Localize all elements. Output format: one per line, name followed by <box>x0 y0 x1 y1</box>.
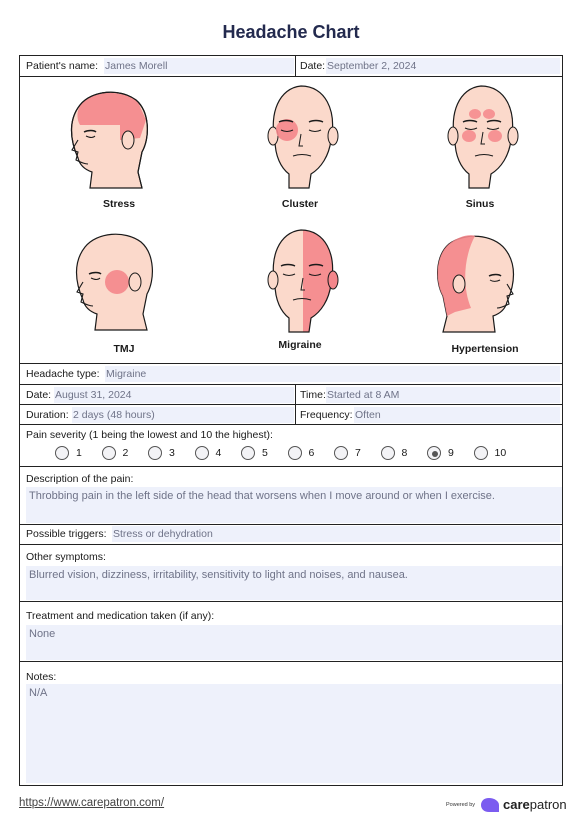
radio-circle[interactable] <box>288 446 302 460</box>
pain-severity-row <box>20 425 562 467</box>
stress-label: Stress <box>102 198 136 210</box>
triggers-field[interactable]: Stress or dehydration <box>112 526 560 542</box>
patient-row <box>20 56 562 77</box>
carepatron-logo-text: carepatron <box>503 797 567 812</box>
duration-field[interactable]: 2 days (48 hours) <box>72 407 294 423</box>
severity-number: 9 <box>448 447 454 459</box>
time-label: Time: <box>300 389 326 401</box>
severity-number: 2 <box>122 447 129 459</box>
pain-severity-label: Pain severity (1 being the lowest and 10 the highest): <box>26 429 273 441</box>
frequency-field[interactable]: Often <box>354 407 560 423</box>
symptoms-label: Other symptoms: <box>26 551 106 563</box>
cluster-label: Cluster <box>281 198 319 210</box>
description-field[interactable]: Throbbing pain in the left side of the head that worsens when I move around or when I exercise. <box>26 487 562 523</box>
description-row <box>20 467 562 525</box>
stress-head-icon <box>50 80 160 190</box>
severity-number: 5 <box>262 447 268 459</box>
headache-type-label: Headache type: <box>26 368 100 380</box>
hypertension-label: Hypertension <box>451 343 519 355</box>
treatment-label: Treatment and medication taken (if any): <box>26 610 215 622</box>
headache-form <box>19 55 563 786</box>
severity-number: 3 <box>169 447 175 459</box>
radio-circle[interactable] <box>195 446 209 460</box>
migraine-label: Migraine <box>278 339 322 351</box>
sinus-label: Sinus <box>465 198 495 210</box>
radio-selected-dot <box>432 451 438 457</box>
severity-number: 1 <box>76 447 82 459</box>
time-field[interactable]: Started at 8 AM <box>326 387 560 403</box>
radio-circle[interactable] <box>334 446 348 460</box>
radio-circle[interactable] <box>148 446 162 460</box>
radio-circle[interactable] <box>427 446 441 460</box>
description-label: Description of the pain: <box>26 473 134 485</box>
radio-circle[interactable] <box>474 446 488 460</box>
triggers-label: Possible triggers: <box>26 528 107 540</box>
page-title: Headache Chart <box>222 22 360 42</box>
radio-circle[interactable] <box>241 446 255 460</box>
triggers-row <box>20 525 562 545</box>
date-time-row <box>20 385 562 405</box>
carepatron-logo-icon <box>481 797 499 813</box>
notes-label: Notes: <box>26 671 57 683</box>
hypertension-head-icon <box>425 224 535 334</box>
frequency-label: Frequency: <box>300 409 353 421</box>
episode-date-label: Date: <box>26 389 52 401</box>
radio-circle[interactable] <box>381 446 395 460</box>
notes-section <box>20 662 562 785</box>
cluster-head-icon <box>245 78 355 190</box>
sinus-head-icon <box>425 80 535 190</box>
radio-circle[interactable] <box>102 446 116 460</box>
tmj-head-icon <box>55 222 165 332</box>
patient-name-field[interactable]: James Morell <box>104 58 294 74</box>
severity-number: 7 <box>355 447 361 459</box>
carepatron-link[interactable]: https://www.carepatron.com/ <box>19 797 165 809</box>
duration-label: Duration: <box>26 409 69 421</box>
date-label: Date: <box>300 60 326 72</box>
headache-types-illustration <box>20 76 562 364</box>
duration-frequency-row <box>20 405 562 425</box>
treatment-row <box>20 602 562 662</box>
tmj-label: TMJ <box>113 343 135 355</box>
severity-number: 6 <box>308 447 315 459</box>
severity-number: 10 <box>494 447 507 459</box>
date-field[interactable]: September 2, 2024 <box>326 58 560 74</box>
symptoms-field[interactable]: Blurred vision, dizziness, irritability, sensitivity to light and noises, and nausea. <box>26 566 562 600</box>
headache-type-row <box>20 364 562 385</box>
powered-by-label: Powered by <box>446 802 476 808</box>
episode-date-field[interactable]: August 31, 2024 <box>54 387 294 403</box>
radio-circle[interactable] <box>55 446 69 460</box>
treatment-field[interactable]: None <box>26 625 562 660</box>
symptoms-row <box>20 545 562 602</box>
severity-number: 4 <box>215 447 222 459</box>
patient-name-label: Patient's name: <box>26 60 99 72</box>
severity-number: 8 <box>401 447 408 459</box>
notes-field[interactable]: N/A <box>26 684 562 783</box>
migraine-head-icon <box>245 222 355 334</box>
headache-type-field[interactable]: Migraine <box>105 366 560 382</box>
